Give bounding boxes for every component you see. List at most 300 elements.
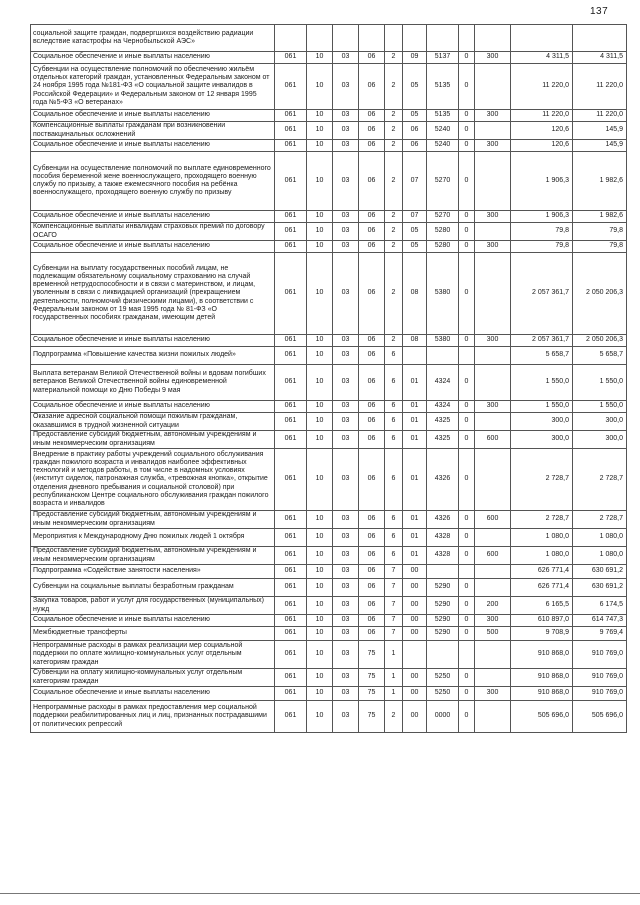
row-name: Закупка товаров, работ и услуг для государственных (муниципальных) нужд: [31, 597, 275, 615]
cell-amount-1: 300,0: [511, 413, 573, 431]
cell-direction: 0000: [427, 701, 459, 733]
cell-admin: 061: [275, 401, 307, 413]
cell-expense-type: [475, 347, 511, 365]
cell-direction: 4326: [427, 449, 459, 511]
cell-admin: 061: [275, 211, 307, 223]
cell-subsection: 03: [333, 511, 359, 529]
cell-code: 0: [459, 615, 475, 627]
cell-program: 06: [359, 565, 385, 579]
cell-section: 10: [307, 687, 333, 701]
cell-amount-1: [511, 25, 573, 52]
cell-expense-type: 600: [475, 511, 511, 529]
row-name: Субвенции на осуществление полномочий по выплате единовременного пособия беременной жене военнослужащего, проходящего военную службу по призыву, а также ежемесячного пособия на ребёнка военнослужащего, проходящего военную службу по призыву: [31, 152, 275, 211]
cell-amount-2: 1 550,0: [573, 365, 627, 401]
cell-subprogram: 6: [385, 365, 403, 401]
cell-subprogram: 6: [385, 413, 403, 431]
cell-event: 05: [403, 64, 427, 110]
cell-direction: 5380: [427, 253, 459, 335]
cell-section: 10: [307, 52, 333, 64]
cell-section: 10: [307, 413, 333, 431]
cell-admin: 061: [275, 529, 307, 547]
cell-code: 0: [459, 579, 475, 597]
cell-direction: 5250: [427, 687, 459, 701]
cell-admin: 061: [275, 547, 307, 565]
cell-event: [403, 347, 427, 365]
cell-amount-1: 1 550,0: [511, 365, 573, 401]
cell-program: 06: [359, 223, 385, 241]
cell-event: 01: [403, 511, 427, 529]
cell-amount-2: 300,0: [573, 413, 627, 431]
cell-amount-1: 1 906,3: [511, 211, 573, 223]
cell-subprogram: 6: [385, 401, 403, 413]
cell-amount-1: 11 220,0: [511, 110, 573, 122]
table-row: [31, 529, 627, 547]
cell-subprogram: 2: [385, 140, 403, 152]
cell-program: 06: [359, 140, 385, 152]
cell-direction: [427, 347, 459, 365]
cell-subprogram: 1: [385, 669, 403, 687]
cell-program: 06: [359, 615, 385, 627]
cell-direction: 4328: [427, 547, 459, 565]
cell-code: 0: [459, 241, 475, 253]
cell-expense-type: [475, 565, 511, 579]
cell-amount-2: 11 220,0: [573, 64, 627, 110]
cell-admin: 061: [275, 335, 307, 347]
cell-section: 10: [307, 669, 333, 687]
cell-code: 0: [459, 211, 475, 223]
cell-program: 06: [359, 431, 385, 449]
row-name: Непрограммные расходы в рамках предоставления мер социальной поддержки реабилитированных лиц и лиц, признанных пострадавшими от политических репрессий: [31, 701, 275, 733]
table-row: [31, 449, 627, 511]
cell-direction: 5250: [427, 669, 459, 687]
page-number: 137: [590, 6, 609, 17]
cell-admin: 061: [275, 627, 307, 641]
cell-program: 75: [359, 701, 385, 733]
cell-direction: 5135: [427, 110, 459, 122]
cell-subprogram: 2: [385, 122, 403, 140]
cell-admin: 061: [275, 641, 307, 669]
cell-admin: 061: [275, 565, 307, 579]
cell-subsection: 03: [333, 547, 359, 565]
table-row: [31, 365, 627, 401]
cell-code: 0: [459, 547, 475, 565]
cell-amount-1: 1 080,0: [511, 529, 573, 547]
cell-admin: [275, 25, 307, 52]
cell-subsection: 03: [333, 110, 359, 122]
cell-program: 06: [359, 64, 385, 110]
cell-code: 0: [459, 110, 475, 122]
cell-subprogram: 7: [385, 579, 403, 597]
cell-subsection: 03: [333, 413, 359, 431]
cell-direction: 5240: [427, 140, 459, 152]
cell-subprogram: 6: [385, 511, 403, 529]
cell-program: 06: [359, 401, 385, 413]
table-row: [31, 701, 627, 733]
table-row: [31, 211, 627, 223]
row-name: Оказание адресной социальной помощи пожилым гражданам, оказавшимся в трудной жизненной ситуации: [31, 413, 275, 431]
cell-amount-2: 2 050 206,3: [573, 335, 627, 347]
cell-subsection: 03: [333, 431, 359, 449]
cell-subsection: 03: [333, 211, 359, 223]
cell-program: 75: [359, 641, 385, 669]
cell-amount-1: 79,8: [511, 223, 573, 241]
cell-amount-1: 910 868,0: [511, 641, 573, 669]
cell-expense-type: 300: [475, 335, 511, 347]
cell-section: 10: [307, 140, 333, 152]
row-name: Социальное обеспечение и иные выплаты населению: [31, 401, 275, 413]
cell-subsection: 03: [333, 253, 359, 335]
cell-amount-2: 300,0: [573, 431, 627, 449]
cell-subprogram: 2: [385, 241, 403, 253]
table-row: [31, 565, 627, 579]
cell-section: 10: [307, 211, 333, 223]
cell-program: 06: [359, 335, 385, 347]
cell-event: 06: [403, 122, 427, 140]
cell-amount-2: 1 080,0: [573, 529, 627, 547]
table-row: [31, 579, 627, 597]
cell-event: 06: [403, 140, 427, 152]
cell-admin: 061: [275, 223, 307, 241]
cell-subprogram: 6: [385, 449, 403, 511]
cell-amount-2: 79,8: [573, 223, 627, 241]
cell-code: 0: [459, 529, 475, 547]
cell-subprogram: 1: [385, 687, 403, 701]
table-row: [31, 687, 627, 701]
cell-subsection: 03: [333, 615, 359, 627]
cell-program: 06: [359, 122, 385, 140]
cell-program: 06: [359, 52, 385, 64]
cell-amount-2: 6 174,5: [573, 597, 627, 615]
cell-code: 0: [459, 152, 475, 211]
cell-subsection: 03: [333, 152, 359, 211]
cell-admin: 061: [275, 110, 307, 122]
row-name: Предоставление субсидий бюджетным, автономным учреждениям и иным некоммерческим организациям: [31, 511, 275, 529]
cell-code: 0: [459, 253, 475, 335]
cell-direction: 5280: [427, 223, 459, 241]
cell-expense-type: 300: [475, 687, 511, 701]
cell-admin: 061: [275, 140, 307, 152]
cell-amount-1: 2 728,7: [511, 449, 573, 511]
cell-code: 0: [459, 669, 475, 687]
cell-amount-2: 1 982,6: [573, 152, 627, 211]
cell-direction: 5290: [427, 615, 459, 627]
cell-subprogram: 2: [385, 211, 403, 223]
cell-expense-type: [475, 701, 511, 733]
cell-section: 10: [307, 701, 333, 733]
table-row: [31, 641, 627, 669]
cell-amount-2: 2 728,7: [573, 449, 627, 511]
cell-section: 10: [307, 223, 333, 241]
cell-admin: 061: [275, 347, 307, 365]
cell-program: 06: [359, 211, 385, 223]
table-row: [31, 223, 627, 241]
row-name: Предоставление субсидий бюджетным, автономным учреждениям и иным некоммерческим организациям: [31, 547, 275, 565]
cell-event: 08: [403, 253, 427, 335]
cell-code: 0: [459, 64, 475, 110]
cell-direction: [427, 25, 459, 52]
cell-subsection: 03: [333, 669, 359, 687]
cell-admin: 061: [275, 241, 307, 253]
table-row: [31, 401, 627, 413]
cell-subsection: 03: [333, 529, 359, 547]
cell-event: 08: [403, 335, 427, 347]
row-name: Подпрограмма «Содействие занятости населения»: [31, 565, 275, 579]
cell-event: 05: [403, 110, 427, 122]
table-row: [31, 64, 627, 110]
cell-expense-type: [475, 365, 511, 401]
cell-code: 0: [459, 365, 475, 401]
cell-event: 00: [403, 669, 427, 687]
cell-section: 10: [307, 110, 333, 122]
cell-section: 10: [307, 529, 333, 547]
cell-section: 10: [307, 335, 333, 347]
cell-section: 10: [307, 122, 333, 140]
cell-section: 10: [307, 579, 333, 597]
cell-expense-type: [475, 223, 511, 241]
cell-expense-type: 500: [475, 627, 511, 641]
cell-direction: 4325: [427, 431, 459, 449]
cell-section: [307, 25, 333, 52]
cell-amount-2: 145,9: [573, 140, 627, 152]
table-row: [31, 241, 627, 253]
cell-subsection: 03: [333, 597, 359, 615]
cell-subprogram: 7: [385, 615, 403, 627]
cell-admin: 061: [275, 64, 307, 110]
cell-subprogram: 2: [385, 223, 403, 241]
cell-code: 0: [459, 122, 475, 140]
cell-event: 00: [403, 597, 427, 615]
cell-subprogram: [385, 25, 403, 52]
cell-admin: 061: [275, 687, 307, 701]
cell-expense-type: [475, 253, 511, 335]
cell-program: 06: [359, 253, 385, 335]
cell-code: 0: [459, 335, 475, 347]
cell-expense-type: [475, 152, 511, 211]
cell-amount-1: 1 550,0: [511, 401, 573, 413]
table-row: [31, 122, 627, 140]
cell-amount-1: 1 906,3: [511, 152, 573, 211]
cell-admin: 061: [275, 122, 307, 140]
cell-subsection: 03: [333, 365, 359, 401]
cell-expense-type: 600: [475, 431, 511, 449]
cell-direction: [427, 641, 459, 669]
cell-direction: 5135: [427, 64, 459, 110]
cell-program: 06: [359, 347, 385, 365]
cell-expense-type: 300: [475, 615, 511, 627]
cell-amount-1: 6 165,5: [511, 597, 573, 615]
cell-amount-2: 5 658,7: [573, 347, 627, 365]
cell-event: [403, 25, 427, 52]
cell-direction: 5270: [427, 211, 459, 223]
cell-subprogram: 2: [385, 335, 403, 347]
cell-event: 00: [403, 687, 427, 701]
cell-direction: 5380: [427, 335, 459, 347]
table-row: [31, 140, 627, 152]
cell-code: 0: [459, 401, 475, 413]
cell-program: 06: [359, 241, 385, 253]
cell-expense-type: [475, 669, 511, 687]
cell-amount-2: 1 550,0: [573, 401, 627, 413]
cell-direction: 5290: [427, 597, 459, 615]
cell-event: 01: [403, 413, 427, 431]
cell-amount-2: 2 050 206,3: [573, 253, 627, 335]
cell-admin: 061: [275, 431, 307, 449]
cell-program: 06: [359, 511, 385, 529]
cell-expense-type: [475, 641, 511, 669]
cell-direction: 5270: [427, 152, 459, 211]
table-row: [31, 347, 627, 365]
table-row: [31, 627, 627, 641]
cell-program: 75: [359, 669, 385, 687]
cell-program: 06: [359, 413, 385, 431]
cell-amount-2: 614 747,3: [573, 615, 627, 627]
row-name: Мероприятия к Международному Дню пожилых людей 1 октября: [31, 529, 275, 547]
cell-amount-1: 9 708,9: [511, 627, 573, 641]
cell-amount-2: 910 769,0: [573, 641, 627, 669]
cell-event: 01: [403, 529, 427, 547]
cell-event: 05: [403, 223, 427, 241]
cell-subprogram: 7: [385, 597, 403, 615]
cell-event: 01: [403, 547, 427, 565]
cell-event: 01: [403, 431, 427, 449]
cell-subsection: 03: [333, 701, 359, 733]
cell-admin: 061: [275, 511, 307, 529]
cell-program: 06: [359, 529, 385, 547]
table-row: [31, 25, 627, 52]
cell-admin: 061: [275, 253, 307, 335]
row-name: Компенсационные выплаты гражданам при возникновении поствакцинальных осложнений: [31, 122, 275, 140]
cell-code: 0: [459, 431, 475, 449]
cell-subsection: 03: [333, 52, 359, 64]
table-row: [31, 547, 627, 565]
cell-amount-2: 630 691,2: [573, 565, 627, 579]
cell-amount-2: [573, 25, 627, 52]
cell-amount-1: 79,8: [511, 241, 573, 253]
cell-amount-1: 120,6: [511, 122, 573, 140]
row-name: Социальное обеспечение и иные выплаты населению: [31, 110, 275, 122]
row-name: Социальное обеспечение и иные выплаты населению: [31, 335, 275, 347]
cell-event: 09: [403, 52, 427, 64]
cell-event: 01: [403, 401, 427, 413]
cell-section: 10: [307, 152, 333, 211]
cell-expense-type: 300: [475, 401, 511, 413]
cell-direction: 4328: [427, 529, 459, 547]
cell-subprogram: 2: [385, 110, 403, 122]
cell-admin: 061: [275, 669, 307, 687]
cell-expense-type: [475, 529, 511, 547]
cell-event: 07: [403, 152, 427, 211]
cell-amount-1: 300,0: [511, 431, 573, 449]
cell-event: 00: [403, 627, 427, 641]
cell-expense-type: [475, 64, 511, 110]
cell-section: 10: [307, 449, 333, 511]
cell-subprogram: 6: [385, 347, 403, 365]
cell-admin: 061: [275, 597, 307, 615]
cell-program: 06: [359, 449, 385, 511]
cell-subprogram: 6: [385, 547, 403, 565]
cell-section: 10: [307, 641, 333, 669]
cell-amount-2: 1 982,6: [573, 211, 627, 223]
row-name: Субвенции на оплату жилищно-коммунальных услуг отдельным категориям граждан: [31, 669, 275, 687]
cell-subsection: 03: [333, 64, 359, 110]
cell-program: 06: [359, 110, 385, 122]
cell-amount-2: 9 769,4: [573, 627, 627, 641]
cell-expense-type: 300: [475, 110, 511, 122]
cell-code: 0: [459, 223, 475, 241]
row-name: Социальное обеспечение и иные выплаты населению: [31, 687, 275, 701]
row-name: Предоставление субсидий бюджетным, автономным учреждениям и иным некоммерческим организациям: [31, 431, 275, 449]
table-row: [31, 431, 627, 449]
cell-section: 10: [307, 64, 333, 110]
cell-admin: 061: [275, 365, 307, 401]
cell-section: 10: [307, 615, 333, 627]
cell-code: 0: [459, 140, 475, 152]
cell-code: 0: [459, 511, 475, 529]
cell-code: 0: [459, 449, 475, 511]
row-name: социальной защите граждан, подвергшихся воздействию радиации вследствие катастрофы на Чернобыльской АЭС»: [31, 25, 275, 52]
cell-subsection: 03: [333, 401, 359, 413]
cell-direction: 5280: [427, 241, 459, 253]
cell-expense-type: 300: [475, 241, 511, 253]
table-row: [31, 597, 627, 615]
cell-subprogram: 2: [385, 701, 403, 733]
cell-direction: 4325: [427, 413, 459, 431]
cell-event: 01: [403, 449, 427, 511]
row-name: Субвенции на социальные выплаты безработным гражданам: [31, 579, 275, 597]
row-name: Межбюджетные трансферты: [31, 627, 275, 641]
cell-direction: [427, 565, 459, 579]
cell-admin: 061: [275, 701, 307, 733]
cell-code: 0: [459, 627, 475, 641]
table-row: [31, 152, 627, 211]
cell-amount-2: 1 080,0: [573, 547, 627, 565]
cell-subsection: 03: [333, 687, 359, 701]
cell-subprogram: 2: [385, 64, 403, 110]
cell-admin: 061: [275, 52, 307, 64]
cell-code: 0: [459, 701, 475, 733]
cell-code: [459, 565, 475, 579]
row-name: Субвенции на выплату государственных пособий лицам, не подлежащим обязательному социальному страхованию на случай временной нетрудоспособности и в связи с материнством, и лицам, уволенным в связи с ликвидацией организаций (прекращением деятельности, полномочий физическими лицами), в соответствии с Федеральным законом от 19 мая 1995 года № 81-ФЗ «О государственных пособиях гражданам, имеющим детей: [31, 253, 275, 335]
cell-event: [403, 641, 427, 669]
cell-subprogram: 7: [385, 627, 403, 641]
cell-program: 75: [359, 687, 385, 701]
cell-direction: 4324: [427, 401, 459, 413]
cell-amount-2: 4 311,5: [573, 52, 627, 64]
cell-expense-type: 200: [475, 597, 511, 615]
table-row: [31, 413, 627, 431]
cell-subsection: [333, 25, 359, 52]
cell-program: 06: [359, 547, 385, 565]
cell-section: 10: [307, 365, 333, 401]
cell-amount-1: 910 868,0: [511, 669, 573, 687]
cell-subprogram: 7: [385, 565, 403, 579]
row-name: Выплата ветеранам Великой Отечественной войны и вдовам погибших ветеранов Великой Отечественной войны единовременной материальной помощи ко Дню Победы 9 мая: [31, 365, 275, 401]
cell-program: 06: [359, 579, 385, 597]
cell-section: 10: [307, 627, 333, 641]
row-name: Социальное обеспечение и иные выплаты населению: [31, 211, 275, 223]
table-row: [31, 335, 627, 347]
cell-amount-1: 11 220,0: [511, 64, 573, 110]
cell-subsection: 03: [333, 335, 359, 347]
row-name: Подпрограмма «Повышение качества жизни пожилых людей»: [31, 347, 275, 365]
cell-amount-1: 505 696,0: [511, 701, 573, 733]
cell-amount-2: 910 769,0: [573, 687, 627, 701]
cell-program: 06: [359, 627, 385, 641]
row-name: Социальное обеспечение и иные выплаты населению: [31, 241, 275, 253]
row-name: Непрограммные расходы в рамках реализации мер социальной поддержки по оплате жилищно-коммунальных услуг отдельным категориям граждан: [31, 641, 275, 669]
table-row: [31, 669, 627, 687]
cell-subsection: 03: [333, 641, 359, 669]
